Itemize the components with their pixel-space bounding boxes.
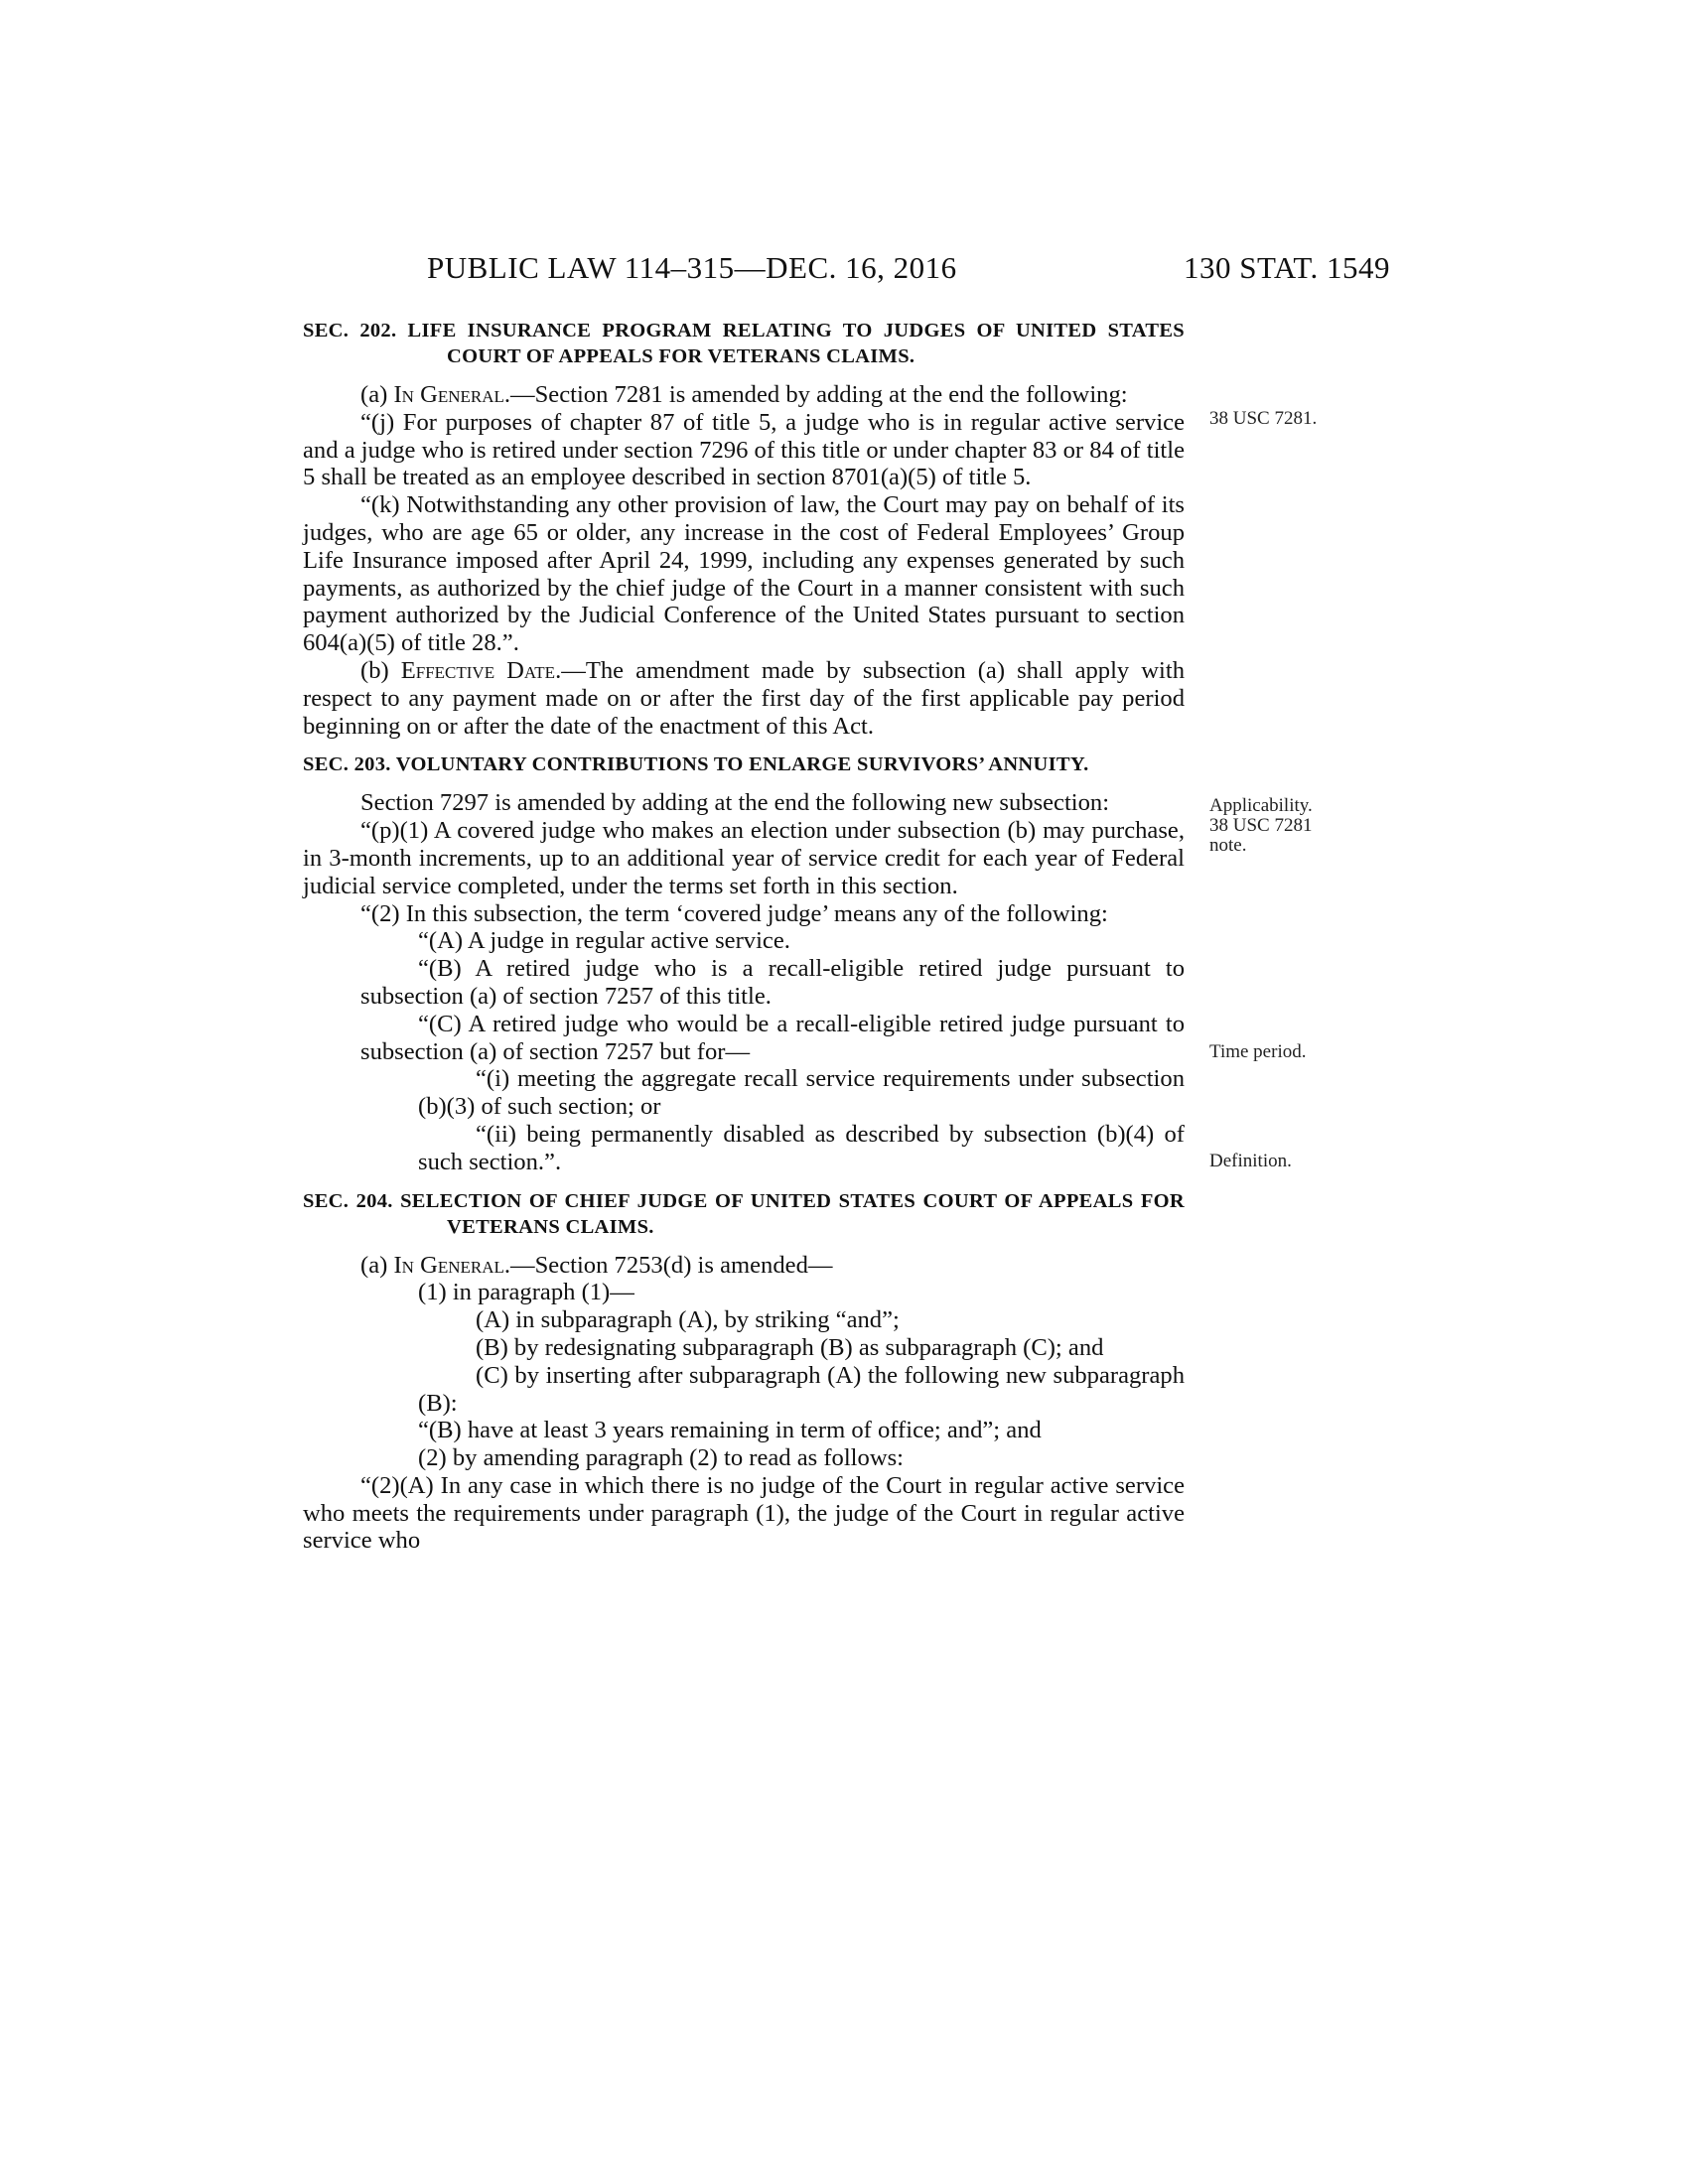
public-law-citation: PUBLIC LAW 114–315—DEC. 16, 2016 bbox=[427, 250, 957, 285]
sec204-subparagraph-B: (B) by redesignating subparagraph (B) as subparagraph (C); and bbox=[476, 1333, 1104, 1361]
sec203-subparagraph-C: “(C) A retired judge who would be a recall-eligible retired judge pursuant to subsection (a) of section 7257 but for— bbox=[360, 1010, 1185, 1065]
sec204-subparagraph-C: (C) by inserting after subparagraph (A) the following new subparagraph (B): bbox=[418, 1361, 1185, 1417]
page-header bbox=[298, 250, 1390, 290]
statute-page-number: 130 STAT. 1549 bbox=[1183, 250, 1390, 285]
main-text-column bbox=[303, 318, 1185, 1555]
sec204-quoted-B: “(B) have at least 3 years remaining in term of office; and”; and bbox=[418, 1417, 1042, 1444]
sec204-quoted-2A: “(2)(A) In any case in which there is no judge of the Court in regular active service who meets the requirements under paragraph (1), the judge of the Court in regular active service who bbox=[303, 1471, 1185, 1555]
margin-note-applicability: Applicability. bbox=[1209, 795, 1313, 816]
sec202-subsection-b: (b) Effective Date.—The amendment made by subsection (a) shall apply with respect to any payment made on or after the first day of the first applicable pay period beginning on or after the date of the enactment of this Act. bbox=[303, 656, 1185, 740]
sec202-subsection-a: (a) In General.—Section 7281 is amended by adding at the end the following: bbox=[360, 381, 1128, 408]
sec203-subparagraph-B: “(B) A retired judge who is a recall-eligible retired judge pursuant to subsection (a) of section 7257 of this title. bbox=[360, 955, 1185, 1010]
sec203-subparagraph-A: “(A) A judge in regular active service. bbox=[418, 927, 790, 955]
sec203-intro: Section 7297 is amended by adding at the end the following new subsection: bbox=[360, 789, 1110, 817]
section-202-heading: SEC. 202. LIFE INSURANCE PROGRAM RELATING TO JUDGES OF UNITED STATES COURT OF APPEALS FOR VETERANS CLAIMS. bbox=[303, 320, 1185, 367]
margin-note-definition: Definition. bbox=[1209, 1151, 1292, 1171]
sec203-paragraph-2: “(2) In this subsection, the term ‘covered judge’ means any of the following: bbox=[360, 899, 1108, 927]
sec203-paragraph-p1: “(p)(1) A covered judge who makes an election under subsection (b) may purchase, in 3-month increments, up to an additional year of service credit for each year of Federal judicial service completed, under the terms set forth in this section. bbox=[303, 817, 1185, 899]
section-203-heading: SEC. 203. VOLUNTARY CONTRIBUTIONS TO ENLARGE SURVIVORS’ ANNUITY. bbox=[303, 753, 1089, 776]
margin-note-time-period: Time period. bbox=[1209, 1041, 1307, 1062]
sec204-paragraph-2: (2) by amending paragraph (2) to read as follows: bbox=[418, 1444, 904, 1472]
margin-note-38-usc-7281: 38 USC 7281. bbox=[1209, 408, 1318, 429]
sec203-clause-ii: “(ii) being permanently disabled as described by subsection (b)(4) of such section.”. bbox=[418, 1120, 1185, 1175]
sec202-paragraph-j: “(j) For purposes of chapter 87 of title 5, a judge who is in regular active service and a judge who is retired under section 7296 of this title or under chapter 83 or 84 of title 5 shall be treated as an employee described in section 8701(a)(5) of title 5. bbox=[303, 408, 1185, 491]
sec202-paragraph-k: “(k) Notwithstanding any other provision of law, the Court may pay on behalf of its judges, who are age 65 or older, any increase in the cost of Federal Employees’ Group Life Insurance imposed after April 24, 1999, including any expenses generated by such payments, as authorized by the chief judge of the Court in a manner consistent with such payment authorized by the Judicial Conference of the United States pursuant to section 604(a)(5) of title 28.”. bbox=[303, 491, 1185, 657]
sec204-subsection-a: (a) In General.—Section 7253(d) is amended— bbox=[360, 1251, 833, 1279]
sec204-paragraph-1: (1) in paragraph (1)— bbox=[418, 1279, 634, 1306]
sec203-clause-i: “(i) meeting the aggregate recall service requirements under subsection (b)(3) of such section; or bbox=[418, 1065, 1185, 1121]
section-204-heading: SEC. 204. SELECTION OF CHIEF JUDGE OF UNITED STATES COURT OF APPEALS FOR VETERANS CLAIMS. bbox=[303, 1189, 1185, 1238]
margin-note-38-usc-7281-note: 38 USC 7281 note. bbox=[1209, 815, 1313, 856]
sec204-subparagraph-A: (A) in subparagraph (A), by striking “and”; bbox=[476, 1306, 900, 1334]
